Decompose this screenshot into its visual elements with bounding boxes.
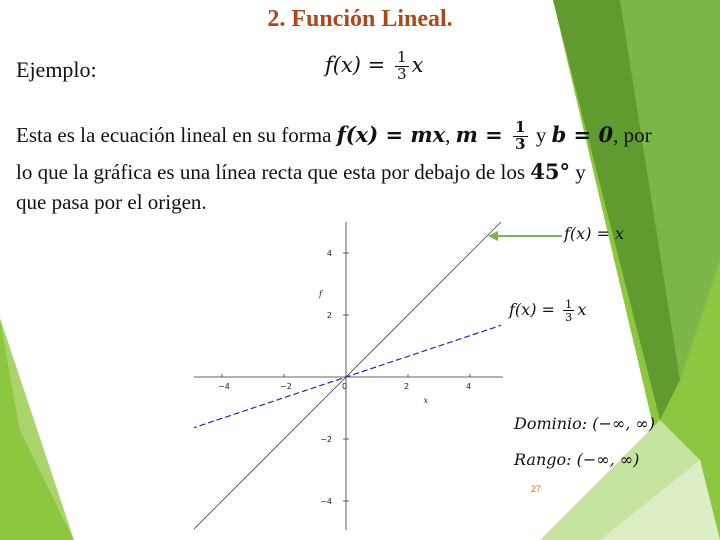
y-axis-label: f	[319, 289, 322, 299]
x-tick-label: −2	[280, 382, 292, 391]
range-text: Rango: (−∞, ∞)	[514, 450, 640, 469]
formula-numerator: 1	[396, 48, 407, 66]
x-tick-label: 2	[404, 382, 410, 391]
y-tick-label: 2	[326, 311, 332, 320]
inline-formula-fx: f(x) = mx	[336, 121, 446, 147]
inline-angle: 45°	[530, 159, 571, 184]
label-third-den: 3	[565, 310, 573, 325]
paragraph-text: lo que la gráfica es una línea recta que esta por debajo de los	[16, 160, 531, 184]
inline-fraction-den: 3	[515, 134, 526, 153]
x-tick-label: 0	[342, 382, 348, 391]
formula-denominator: 3	[396, 64, 407, 83]
x-tick-label: 4	[466, 382, 472, 391]
formula-variable: x	[411, 52, 424, 77]
arrow-head-icon	[488, 231, 498, 241]
inline-formula-b-text: b = 0	[551, 121, 614, 147]
paragraph-text: y	[570, 160, 586, 184]
inline-formula-m-lhs: m =	[455, 121, 511, 147]
label-third-var: x	[577, 300, 587, 320]
y-tick-label: −4	[320, 497, 332, 506]
paragraph-text: Esta es la ecuación lineal en su forma	[16, 122, 337, 147]
domain-text: Dominio: (−∞, ∞)	[514, 414, 655, 433]
label-third-lhs: f(x) =	[509, 300, 561, 320]
x-axis-label: x	[423, 396, 429, 405]
label-identity-function: f(x) = x	[564, 224, 625, 243]
paragraph-text: y	[530, 122, 552, 147]
y-tick-label: 4	[326, 249, 332, 258]
page-number: 27	[531, 484, 542, 494]
y-tick-label: −2	[320, 435, 332, 444]
inline-fraction-num: 1	[515, 118, 526, 136]
paragraph-line-3: que pasa por el origen.	[16, 190, 207, 214]
label-third-function	[509, 298, 586, 323]
formula-lhs: f(x) =	[325, 52, 392, 77]
paragraph-text: ,	[445, 122, 456, 147]
label-third-num: 1	[565, 297, 573, 311]
slide-title: 2. Función Lineal.	[267, 6, 453, 32]
x-tick-label: −4	[218, 382, 230, 391]
paragraph-text: , por	[613, 122, 652, 147]
label-third-fraction	[563, 298, 574, 323]
example-label: Ejemplo:	[16, 57, 97, 82]
